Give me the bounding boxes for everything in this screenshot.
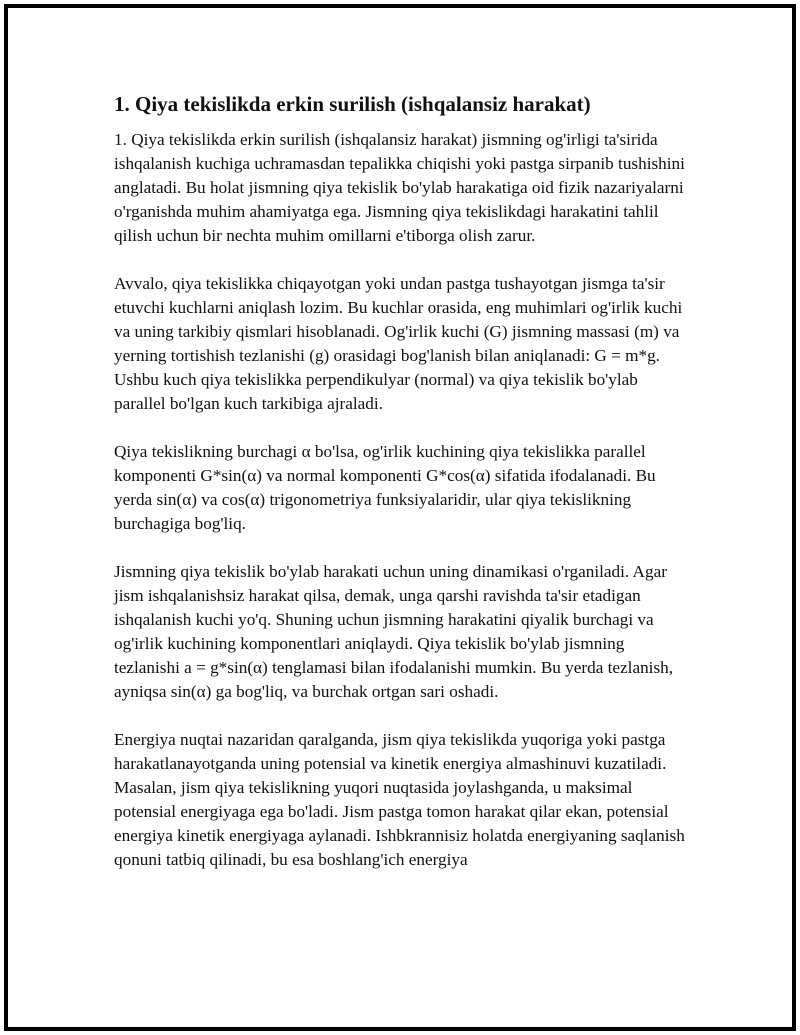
paragraph-4: Jismning qiya tekislik bo'ylab harakati uchun uning dinamikasi o'rganiladi. Agar jism ishqalanishsiz harakat qilsa, demak, unga qarshi ravishda ta'sir etadigan ishqalanish kuchi yo'q. Shuning uchun jismning harakatini qiyalik burchagi va og'irlik kuchining komponentlari aniqlaydi. Qiya tekislik bo'ylab jismning tezlanishi a = g*sin(α) tenglamasi bilan ifodalanishi mumkin. Bu yerda tezlanish, ayniqsa sin(α) ga bog'liq, va burchak ortgan sari oshadi. [114,562,674,701]
paragraph-1: 1. Qiya tekislikda erkin surilish (ishqalansiz harakat) jismning og'irligi ta'sirida ishqalanish kuchiga uchramasdan tepalikka chiqishi yoki pastga sirpanib tushishini anglatadi. Bu holat jismning qiya tekislik bo'ylab harakatiga oid fizik nazariyalarni o'rganishda muhim ahamiyatga ega. Jismning qiya tekislikdagi harakatini tahlil qilish uchun bir nechta muhim omillarni e'tiborga olish zarur. [114,130,685,245]
paragraph-5: Energiya nuqtai nazaridan qaralganda, jism qiya tekislikda yuqoriga yoki pastga harakatlanayotganda uning potensial va kinetik energiya almashinuvi kuzatiladi. Masalan, jism qiya tekislikning yuqori nuqtasida joylashganda, u maksimal potensial energiyaga ega bo'ladi. Jism pastga tomon harakat qilar ekan, potensial energiya kinetik energiyaga aylanadi. Ishbkrannisiz holatda energiyaning saqlanish qonuni tatbiq qilinadi, bu esa boshlang'ich energiya [114,730,685,869]
paragraph-3: Qiya tekislikning burchagi α bo'lsa, og'irlik kuchining qiya tekislikka parallel komponenti G*sin(α) va normal komponenti G*cos(α) sifatida ifodalanadi. Bu yerda sin(α) va cos(α) trigonometriya funksiyalaridir, ular qiya tekislikning burchagiga bog'liq. [114,442,656,533]
paragraph-2: Avvalo, qiya tekislikka chiqayotgan yoki undan pastga tushayotgan jismga ta'sir etuvchi kuchlarni aniqlash lozim. Bu kuchlar orasida, eng muhimlari og'irlik kuchi va uning tarkibiy qismlari hisoblanadi. Og'irlik kuchi (G) jismning massasi (m) va yerning tortishish tezlanishi (g) orasidagi bog'lanish bilan aniqlanadi: G = m*g. Ushbu kuch qiya tekislikka perpendikulyar (normal) va qiya tekislik bo'ylab parallel bo'lgan kuch tarkibiga ajraladi. [114,274,683,413]
document-body [114,90,689,896]
document-title: 1. Qiya tekislikda erkin surilish (ishqalansiz harakat) [114,92,591,116]
